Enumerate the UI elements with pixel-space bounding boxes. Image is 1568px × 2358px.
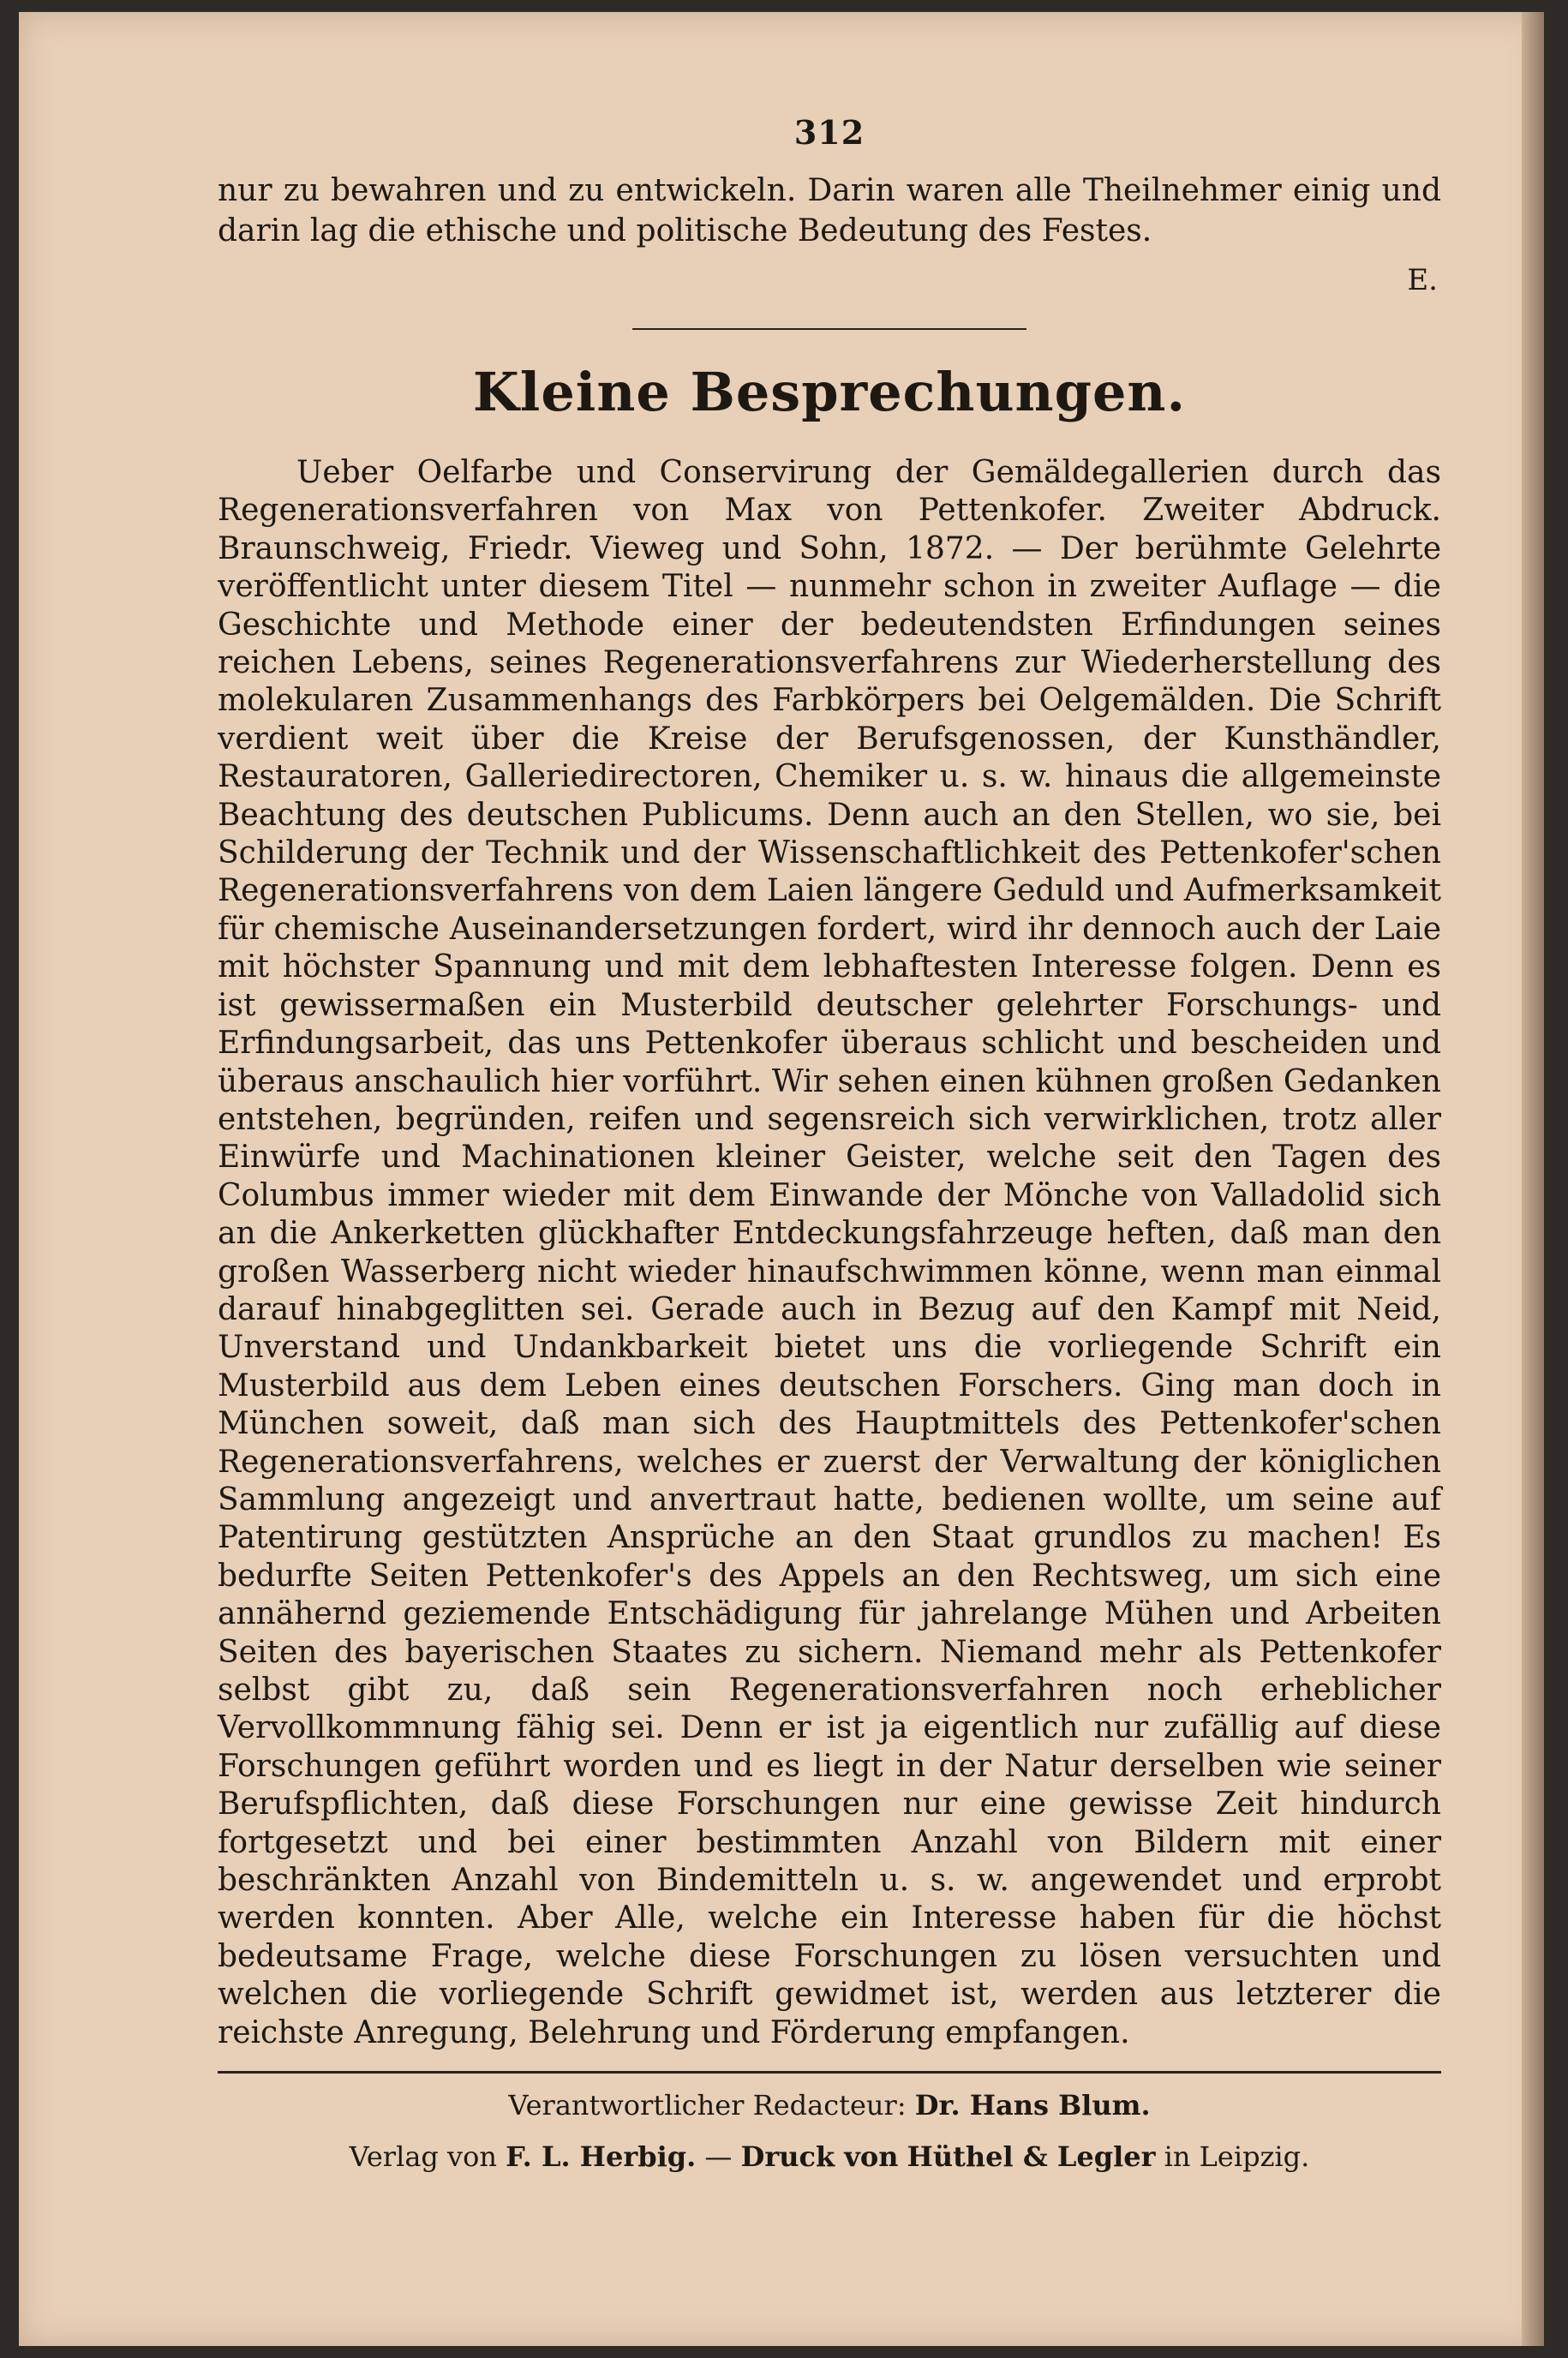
section-divider-short [632,328,1026,330]
review-article [218,454,1441,2052]
page-number: 312 [793,113,865,152]
previous-article-end [218,171,1441,297]
printer-name: Hüthel & Legler [907,2140,1156,2174]
page-spine-edge [1522,12,1544,2346]
editor-line [218,2086,1441,2125]
text-block [218,113,1441,2176]
imprint-dash: — [704,2140,733,2174]
imprint-line [218,2137,1441,2176]
section-title: Kleine Besprechungen. [472,361,1187,423]
publisher-prefix: Verlag von [349,2140,497,2174]
editor-label: Verantwortlicher Redacteur: [508,2089,907,2122]
printer-prefix: Druck von [740,2140,899,2174]
publisher-name: F. L. Herbig. [506,2140,697,2174]
footer-divider [218,2071,1441,2074]
editor-name: Dr. Hans Blum. [914,2089,1151,2122]
review-paragraph: Ueber Oelfarbe und Conservirung der Gemäldegallerien durch das Regenerationsverfahren von Max von Pettenkofer. Zweiter Abdruck. Braunschweig, Friedr. Vieweg und Sohn, 1872. — Der berühmte Gelehrte veröffentlicht unter diesem Titel — nunmehr schon in zweiter Auflage — die Geschichte und Methode einer der bedeutendsten Erfindungen seines reichen Lebens, seines Regenerationsverfahrens zur Wiederherstellung des molekularen Zusammenhangs des Farbkörpers bei Oelgemälden. Die Schrift verdient weit über die Kreise der Berufsgenossen, der Kunsthändler, Restauratoren, Galleriedirectoren, Chemiker u. s. w. hinaus die allgemeinste Beachtung des deutschen Publicums. Denn auch an den Stellen, wo sie, bei Schilderung der Technik und der Wissenschaftlichkeit des Pettenkofer'schen Regenerationsverfahrens von dem Laien längere Geduld und Aufmerksamkeit für chemische Auseinandersetzungen fordert, wird ihr dennoch auch der Laie mit höchster Spannung und mit dem lebhaftesten Interesse folgen. Denn es ist gewissermaßen ein Musterbild deutscher gelehrter Forschungs- und Erfindungsarbeit, das uns Pettenkofer überaus schlicht und bescheiden und überaus anschaulich hier vorführt. Wir sehen einen kühnen großen Gedanken entstehen, begründen, reifen und segensreich sich verwirklichen, trotz aller Einwürfe und Machinationen kleiner Geister, welche seit den Tagen des Columbus immer wieder mit dem Einwande der Mönche von Valladolid sich an die Ankerketten glückhafter Entdeckungsfahrzeuge heften, daß man den großen Wasserberg nicht wieder hinaufschwimmen könne, wenn man einmal darauf hinabgeglitten sei. Gerade auch in Bezug auf den Kampf mit Neid, Unverstand und Undankbarkeit bietet uns die vorliegende Schrift ein Musterbild aus dem Leben eines deutschen Forschers. Ging man doch in München soweit, daß man sich des Hauptmittels des Pettenkofer'schen Regenerationsverfahrens, welches er zuerst der Verwaltung der königlichen Sammlung angezeigt und anvertraut hatte, bedienen wollte, um seine auf Patentirung gestützten Ansprüche an den Staat grundlos zu machen! Es bedurfte Seiten Pettenkofer's des Appels an den Rechtsweg, um sich eine annähernd geziemende Entschädigung für jahrelange Mühen und Arbeiten Seiten des bayerischen Staates zu sichern. Niemand mehr als Pettenkofer selbst gibt zu, daß sein Regenerationsverfahren noch erheblicher Vervollkommnung fähig sei. Denn er ist ja eigentlich nur zufällig auf diese Forschungen geführt worden und es liegt in der Natur derselben wie seiner Berufspflichten, daß diese Forschungen nur eine gewisse Zeit hindurch fortgesetzt und bei einer bestimmten Anzahl von Bildern mit einer beschränkten Anzahl von Bindemitteln u. s. w. angewendet und erprobt werden konnten. Aber Alle, welche ein Interesse haben für die höchst bedeutsame Frage, welche diese Forschungen zu lösen versuchten und welchen die vorliegende Schrift gewidmet ist, werden aus letzterer die reichste Anregung, Belehrung und Förderung empfangen. [218,455,1441,2050]
printer-location: in Leipzig. [1164,2140,1310,2174]
book-page [19,12,1544,2346]
previous-article-closing-paragraph: nur zu bewahren und zu entwickeln. Darin waren alle Theilnehmer einig und darin lag die ethische und politische Bedeutung des Festes. [218,173,1441,248]
previous-article-signature: E. [1407,263,1438,297]
